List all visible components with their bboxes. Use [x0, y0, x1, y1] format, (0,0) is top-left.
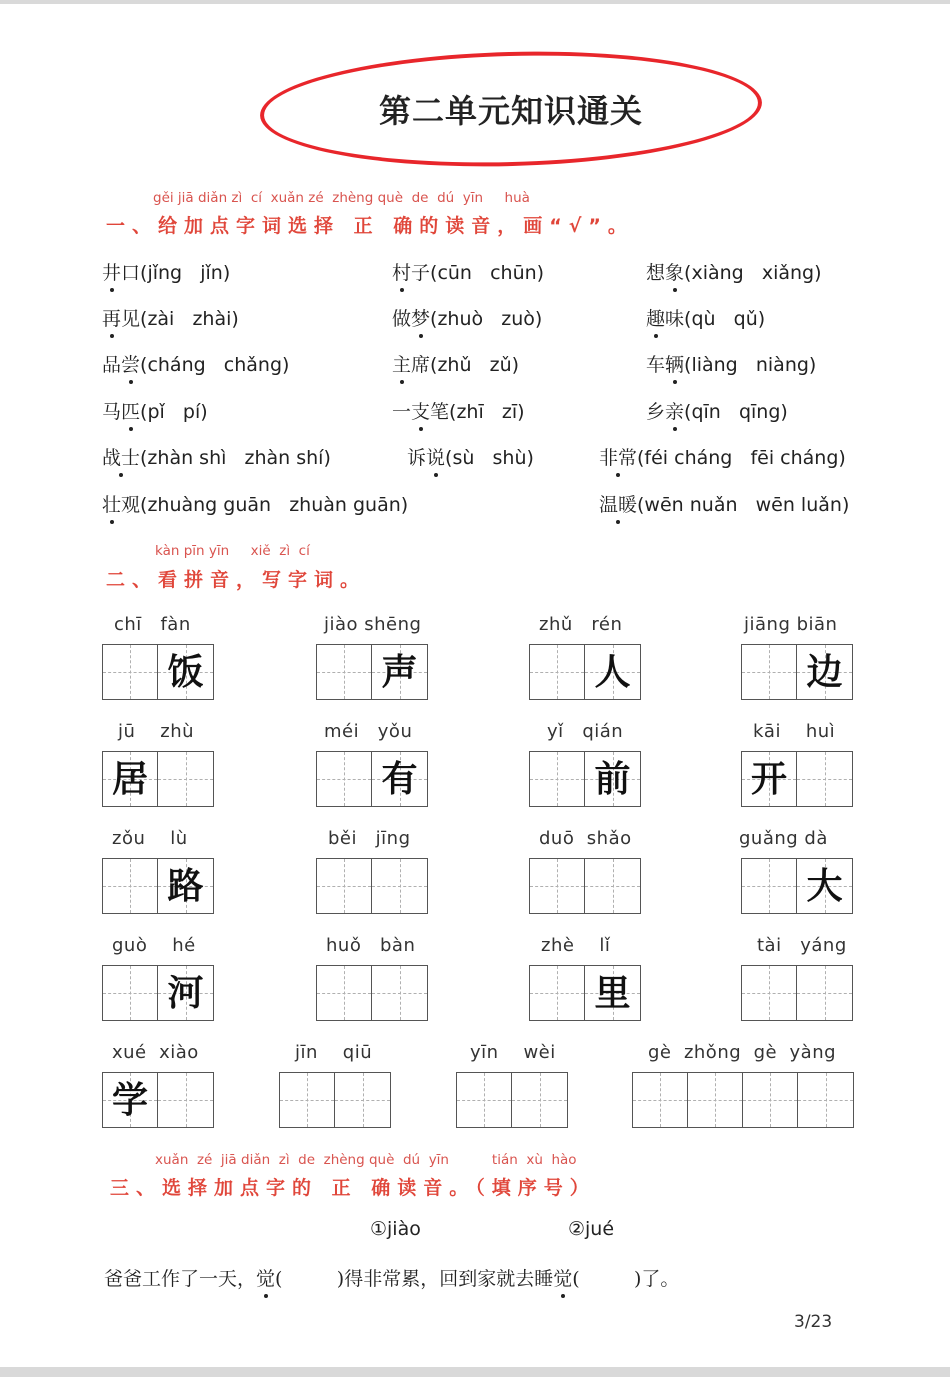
dotted-char: 井	[102, 258, 121, 285]
dotted-char: 壮	[102, 490, 121, 517]
tian-box[interactable]	[372, 645, 427, 699]
fill-sentence	[104, 1264, 679, 1291]
dotted-char: 主	[392, 350, 411, 377]
bottom-border	[0, 1367, 950, 1377]
reading-options: (zhī zī)	[449, 401, 525, 423]
dotted-char: 梦	[411, 304, 430, 331]
tian-box[interactable]	[585, 859, 640, 913]
tian-grid[interactable]	[316, 751, 428, 807]
tian-grid[interactable]	[102, 858, 214, 914]
reading-options: (qīn qīng)	[684, 401, 788, 423]
word-char: 想	[646, 262, 666, 284]
reading-item	[392, 350, 519, 377]
reading-item	[102, 443, 331, 470]
tian-grid[interactable]	[529, 858, 641, 914]
tian-grid[interactable]	[279, 1072, 391, 1128]
tian-grid[interactable]	[102, 751, 214, 807]
tian-box[interactable]	[158, 859, 213, 913]
tian-grid[interactable]	[456, 1072, 568, 1128]
tian-grid[interactable]	[529, 751, 641, 807]
word-char: 一	[392, 401, 412, 423]
reading-item	[646, 397, 788, 424]
tian-box[interactable]	[585, 752, 640, 806]
reading-item	[392, 258, 544, 285]
tian-box[interactable]	[317, 966, 372, 1020]
tian-box[interactable]	[335, 1073, 390, 1127]
dotted-char: 辆	[665, 350, 684, 377]
reading-options: (pǐ pí)	[140, 401, 208, 423]
tian-grid[interactable]	[316, 965, 428, 1021]
cell-pinyin: guò hé	[112, 935, 196, 956]
tian-grid[interactable]	[316, 644, 428, 700]
tian-box[interactable]	[103, 752, 158, 806]
word-char: 乡	[646, 401, 666, 423]
tian-box[interactable]	[158, 1073, 213, 1127]
reading-options: (wēn nuǎn wēn luǎn)	[637, 494, 850, 516]
section2-pinyin: kàn pīn yīn xiě zì cí	[155, 543, 310, 559]
tian-box[interactable]	[742, 859, 797, 913]
reading-item	[599, 490, 849, 517]
tian-box[interactable]	[743, 1073, 798, 1127]
written-char: 大	[806, 865, 843, 907]
dotted-char: 说	[426, 443, 445, 470]
cell-pinyin: guǎng dà	[739, 828, 828, 849]
cell-pinyin: yīn wèi	[470, 1042, 556, 1063]
word-char: 品	[102, 354, 122, 376]
tian-box[interactable]	[797, 966, 852, 1020]
reading-options: (féi cháng fēi cháng)	[637, 447, 846, 469]
dotted-char: 趣	[646, 304, 665, 331]
section1-heading: 一、给加点字词选择 正 确的读音，画“√”。	[106, 215, 634, 237]
tian-box[interactable]	[742, 752, 797, 806]
tian-grid[interactable]	[632, 1072, 854, 1128]
dotted-char: 非常	[599, 443, 637, 470]
cell-pinyin: zhǔ rén	[539, 614, 623, 635]
tian-box[interactable]	[530, 752, 585, 806]
dotted-char: 战士	[102, 443, 140, 470]
tian-grid[interactable]	[102, 965, 214, 1021]
tian-box[interactable]	[103, 859, 158, 913]
reading-item	[646, 350, 816, 377]
tian-box[interactable]	[530, 645, 585, 699]
tian-box[interactable]	[317, 752, 372, 806]
reading-options: (cūn chūn)	[430, 262, 545, 284]
reading-item	[102, 350, 289, 377]
written-char: 有	[381, 758, 418, 800]
word-char: 诉	[407, 447, 427, 469]
reading-item	[102, 397, 208, 424]
tian-box[interactable]	[103, 966, 158, 1020]
tian-box[interactable]	[530, 966, 585, 1020]
reading-item	[599, 443, 846, 470]
tian-box[interactable]	[372, 966, 427, 1020]
tian-box[interactable]	[158, 752, 213, 806]
tian-grid[interactable]	[102, 644, 214, 700]
section1-pinyin: gěi jiā diǎn zì cí xuǎn zé zhèng què de dú yīn huà	[153, 190, 530, 206]
word-char: 味	[665, 308, 685, 330]
tian-box[interactable]	[158, 645, 213, 699]
cell-pinyin: méi yǒu	[324, 721, 413, 742]
tian-box[interactable]	[103, 1073, 158, 1127]
word-char: 席	[411, 354, 431, 376]
cell-pinyin: duō shǎo	[539, 828, 632, 849]
top-border	[0, 0, 950, 4]
tian-box[interactable]	[158, 966, 213, 1020]
tian-box[interactable]	[585, 966, 640, 1020]
word-char: 马	[102, 401, 122, 423]
word-char: 观	[121, 494, 141, 516]
tian-box[interactable]	[372, 752, 427, 806]
word-char: 子	[411, 262, 431, 284]
reading-item	[102, 490, 408, 517]
word-char: 见	[121, 308, 141, 330]
section2-heading: 二、看拼音，写字词。	[106, 569, 367, 591]
option-2: ②jué	[568, 1218, 615, 1240]
tian-box[interactable]	[457, 1073, 512, 1127]
tian-box[interactable]	[530, 859, 585, 913]
reading-item	[392, 304, 542, 331]
section3-pinyin: xuǎn zé jiā diǎn zì de zhèng què dú yīn tián xù hào	[155, 1152, 577, 1168]
tian-box[interactable]	[688, 1073, 743, 1127]
cell-pinyin: jīn qiū	[295, 1042, 373, 1063]
cell-pinyin: zǒu lù	[112, 828, 188, 849]
written-char: 开	[750, 758, 787, 800]
tian-box[interactable]	[633, 1073, 688, 1127]
tian-grid[interactable]	[102, 1072, 214, 1128]
written-char: 河	[167, 972, 204, 1014]
sentence-dotted-char-1: 觉	[256, 1264, 275, 1291]
tian-box[interactable]	[280, 1073, 335, 1127]
written-char: 前	[594, 758, 631, 800]
reading-options: (zhuàng guān zhuàn guān)	[140, 494, 409, 516]
cell-pinyin: kāi huì	[753, 721, 836, 742]
cell-pinyin: běi jīng	[328, 828, 411, 849]
cell-pinyin: gè zhǒng gè yàng	[648, 1042, 837, 1063]
dotted-char: 支	[411, 397, 430, 424]
cell-pinyin: yǐ qián	[547, 721, 624, 742]
reading-item	[646, 258, 822, 285]
dotted-char: 象	[665, 258, 684, 285]
tian-grid[interactable]	[741, 751, 853, 807]
sentence-part-3: ( )了。	[572, 1268, 680, 1290]
reading-options: (cháng chǎng)	[140, 354, 290, 376]
cell-pinyin: tài yáng	[757, 935, 847, 956]
tian-grid[interactable]	[741, 965, 853, 1021]
reading-options: (jǐng jǐn)	[140, 262, 231, 284]
tian-box[interactable]	[742, 966, 797, 1020]
tian-grid[interactable]	[529, 965, 641, 1021]
reading-options: (qù qǔ)	[684, 308, 766, 330]
reading-options: (liàng niàng)	[684, 354, 817, 376]
cell-pinyin: jiāng biān	[744, 614, 838, 635]
word-char: 车	[646, 354, 666, 376]
written-char: 里	[594, 972, 631, 1014]
cell-pinyin: zhè lǐ	[541, 935, 611, 956]
tian-box[interactable]	[585, 645, 640, 699]
tian-box[interactable]	[798, 1073, 853, 1127]
reading-options: (xiàng xiǎng)	[684, 262, 822, 284]
reading-options: (zài zhài)	[140, 308, 239, 330]
written-char: 人	[594, 651, 631, 693]
tian-box[interactable]	[797, 859, 852, 913]
reading-item	[392, 397, 525, 424]
cell-pinyin: huǒ bàn	[326, 935, 416, 956]
sentence-part-2: ( )得非常累，回到家就去睡	[275, 1268, 554, 1290]
tian-box[interactable]	[317, 859, 372, 913]
dotted-char: 再	[102, 304, 121, 331]
tian-box[interactable]	[317, 645, 372, 699]
sentence-part-1: 爸爸工作了一天，	[104, 1268, 257, 1290]
word-char: 做	[392, 308, 412, 330]
page-title: 第二单元知识通关	[378, 92, 643, 130]
cell-pinyin: xué xiào	[112, 1042, 199, 1063]
dotted-char: 匹	[121, 397, 140, 424]
page-number: 3/23	[794, 1312, 833, 1332]
reading-item	[646, 304, 765, 331]
tian-box[interactable]	[797, 752, 852, 806]
reading-item	[407, 443, 534, 470]
tian-box[interactable]	[372, 859, 427, 913]
tian-box[interactable]	[103, 645, 158, 699]
sentence-dotted-char-2: 觉	[553, 1264, 572, 1291]
written-char: 饭	[167, 651, 204, 693]
reading-item	[102, 304, 239, 331]
dotted-char: 亲	[665, 397, 684, 424]
reading-options: (zhuò zuò)	[430, 308, 543, 330]
word-char: 口	[121, 262, 141, 284]
tian-box[interactable]	[742, 645, 797, 699]
word-char: 笔	[430, 401, 450, 423]
cell-pinyin: jū zhù	[118, 721, 195, 742]
option-1: ①jiào	[370, 1218, 421, 1240]
written-char: 路	[167, 865, 204, 907]
reading-options: (sù shù)	[445, 447, 534, 469]
tian-grid[interactable]	[741, 644, 853, 700]
tian-box[interactable]	[797, 645, 852, 699]
dotted-char: 温暖	[599, 490, 637, 517]
written-char: 边	[806, 651, 843, 693]
cell-pinyin: jiào shēng	[324, 614, 422, 635]
written-char: 学	[111, 1079, 148, 1121]
written-char: 声	[381, 651, 418, 693]
tian-box[interactable]	[512, 1073, 567, 1127]
reading-options: (zhàn shì zhàn shí)	[140, 447, 331, 469]
tian-grid[interactable]	[316, 858, 428, 914]
tian-grid[interactable]	[741, 858, 853, 914]
written-char: 居	[111, 758, 148, 800]
reading-options: (zhǔ zǔ)	[430, 354, 520, 376]
section3-heading: 三、选择加点字的 正 确读音。（填序号）	[110, 1177, 596, 1199]
reading-item	[102, 258, 230, 285]
dotted-char: 村	[392, 258, 411, 285]
tian-grid[interactable]	[529, 644, 641, 700]
dotted-char: 尝	[121, 350, 140, 377]
cell-pinyin: chī fàn	[114, 614, 191, 635]
